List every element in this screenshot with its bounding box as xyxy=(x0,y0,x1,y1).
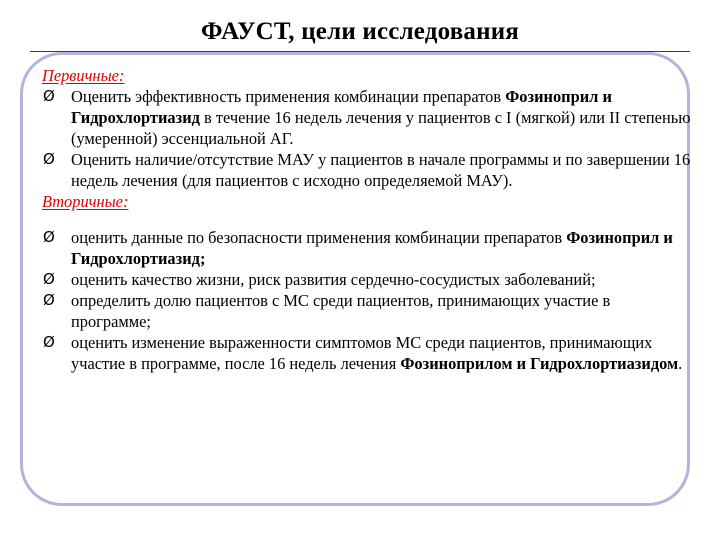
arrow-bullet-icon: Ø xyxy=(43,150,55,168)
primary-heading: Первичные: xyxy=(42,66,125,85)
item-text: оценить качество жизни, риск развития сердечно-сосудистых заболеваний; xyxy=(71,270,596,289)
objectives-content xyxy=(42,65,692,374)
drug-name: Фозиноприл и Гидрохлортиазид xyxy=(71,87,612,127)
arrow-bullet-icon: Ø xyxy=(43,291,55,309)
slide-title: ФАУСТ, цели исследования xyxy=(200,18,520,45)
arrow-bullet-icon: Ø xyxy=(43,270,55,288)
item-text: Оценить эффективность применения комбинации препаратов xyxy=(71,87,506,106)
arrow-bullet-icon: Ø xyxy=(43,228,55,246)
item-text: Оценить наличие/отсутствие МАУ у пациентов в начале программы и по завершении 16 недель лечения (для пациентов с исходно определяемой МАУ). xyxy=(71,150,691,190)
primary-item-2 xyxy=(42,149,692,191)
secondary-item-3 xyxy=(42,290,692,332)
item-text: оценить изменение выраженности симптомов МС среди пациентов, принимающих участие в программе, после 16 недель лечения xyxy=(71,333,653,373)
secondary-heading: Вторичные: xyxy=(42,192,129,211)
item-text: в течение 16 недель лечения у пациентов с I (мягкой) или II степенью (умеренной) эссенциальной АГ. xyxy=(71,108,691,148)
drug-name: Фозиноприл и Гидрохлортиазид; xyxy=(71,228,673,268)
arrow-bullet-icon: Ø xyxy=(43,333,55,351)
secondary-item-2 xyxy=(42,269,692,290)
item-text: оценить данные по безопасности применения комбинации препаратов xyxy=(71,228,567,247)
item-text: определить долю пациентов с МС среди пациентов, принимающих участие в программе; xyxy=(71,291,611,331)
secondary-item-1 xyxy=(42,227,692,269)
item-text: . xyxy=(678,354,683,373)
secondary-item-4 xyxy=(42,332,692,374)
drug-name: Фозиноприлом и Гидрохлортиазидом xyxy=(400,354,679,373)
primary-item-1 xyxy=(42,86,692,149)
arrow-bullet-icon: Ø xyxy=(43,87,55,105)
